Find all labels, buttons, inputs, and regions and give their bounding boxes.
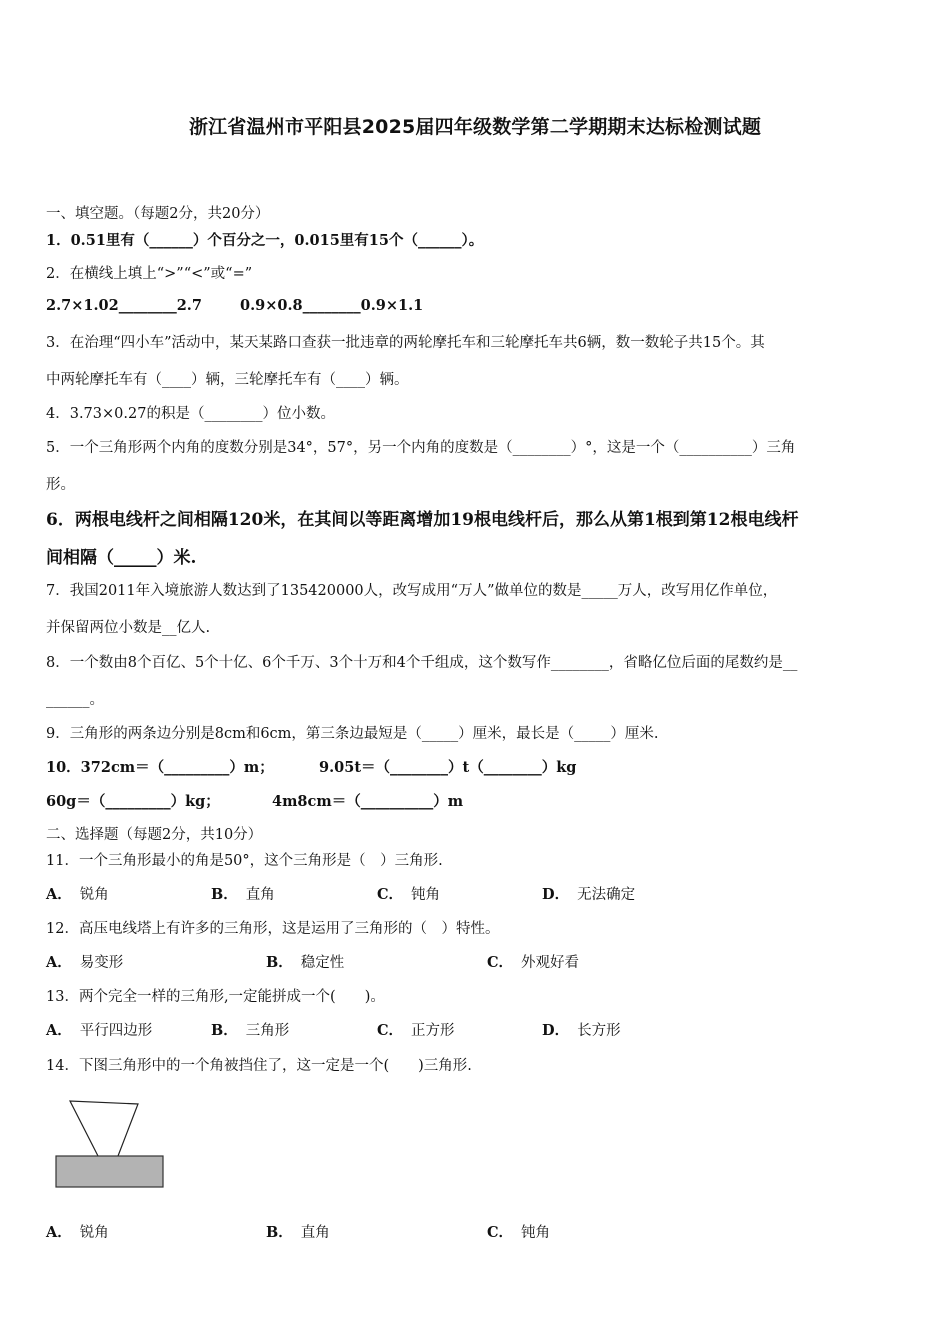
q11-option-d[interactable] — [542, 883, 635, 904]
option-letter: C． — [487, 1224, 514, 1241]
q11-option-a[interactable] — [46, 883, 109, 904]
option-text: 平行四边形 — [79, 1023, 153, 1039]
option-text: 易变形 — [79, 955, 124, 971]
question-4: 4．3.73×0.27的积是（________）位小数。 — [46, 406, 335, 422]
question-10-part-b: 9.05t＝（________）t（________）kg — [319, 759, 577, 776]
q13-option-c[interactable] — [377, 1019, 455, 1040]
section-heading-choice: 二、选择题（每题2分，共10分） — [46, 827, 263, 843]
q13-option-b[interactable] — [211, 1019, 289, 1040]
option-text: 长方形 — [577, 1023, 621, 1039]
question-13: 13．两个完全一样的三角形,一定能拼成一个( )。 — [46, 989, 385, 1005]
q14-option-a[interactable] — [46, 1221, 109, 1242]
hidden-angle-triangle-figure — [52, 1098, 168, 1192]
question-7-line-1: 7．我国2011年入境旅游人数达到了135420000人，改写成用“万人”做单位的数是_____万人，改写用亿作单位， — [46, 583, 778, 599]
covering-rectangle — [56, 1156, 163, 1187]
question-11: 11．一个三角形最小的角是50°，这个三角形是（ ）三角形. — [46, 853, 443, 869]
option-letter: B． — [266, 1224, 293, 1241]
option-letter: B． — [266, 954, 293, 971]
option-letter: C． — [377, 886, 404, 903]
question-5-line-2: 形。 — [46, 477, 75, 493]
option-letter: A． — [46, 886, 72, 903]
question-7-line-2: 并保留两位小数是__亿人. — [46, 620, 211, 636]
option-text: 外观好看 — [521, 955, 580, 971]
page-title: 浙江省温州市平阳县2025届四年级数学第二学期期末达标检测试题 — [188, 116, 762, 138]
q11-option-b[interactable] — [211, 883, 275, 904]
q12-option-c[interactable] — [487, 951, 579, 972]
triangle-shape — [70, 1101, 138, 1156]
q14-option-c[interactable] — [487, 1221, 550, 1242]
section-heading-fill-in: 一、填空题。（每题2分，共20分） — [46, 206, 270, 222]
option-text: 稳定性 — [300, 955, 345, 971]
option-letter: D． — [542, 1022, 570, 1039]
question-5-line-1: 5．一个三角形两个内角的度数分别是34°，57°，另一个内角的度数是（________）°，这是一个（__________）三角 — [46, 440, 796, 456]
question-2-part-b: 0.9×0.8________0.9×1.1 — [240, 297, 424, 314]
q12-option-a[interactable] — [46, 951, 123, 972]
question-10-part-d: 4m8cm＝（__________）m — [272, 793, 464, 810]
question-8-line-1: 8．一个数由8个百亿、5个十亿、6个千万、3个十万和4个千组成，这个数写作________，省略亿位后面的尾数约是__ — [46, 655, 798, 671]
option-text: 直角 — [245, 887, 275, 903]
q11-option-c[interactable] — [377, 883, 440, 904]
option-text: 钝角 — [411, 887, 441, 903]
question-14: 14．下图三角形中的一个角被挡住了，这一定是一个( )三角形. — [46, 1058, 472, 1074]
question-10-part-c: 60g＝（_________）kg； — [46, 793, 220, 810]
question-12: 12．高压电线塔上有许多的三角形，这是运用了三角形的（ ）特性。 — [46, 921, 500, 937]
question-6-line-2: 间相隔（_____）米. — [46, 548, 197, 568]
question-3-line-2: 中两轮摩托车有（____）辆，三轮摩托车有（____）辆。 — [46, 372, 409, 388]
question-1: 1．0.51里有（______）个百分之一，0.015里有15个（______）。 — [46, 232, 484, 249]
question-2: 2．在横线上填上“>”“<”或“=” — [46, 266, 253, 282]
option-text: 锐角 — [79, 1225, 109, 1241]
option-text: 直角 — [300, 1225, 330, 1241]
option-text: 无法确定 — [577, 887, 636, 903]
question-10-part-a: 10．372cm＝（_________）m； — [46, 759, 274, 776]
option-text: 钝角 — [521, 1225, 551, 1241]
question-2-part-a: 2.7×1.02________2.7 — [46, 297, 202, 314]
q13-option-a[interactable] — [46, 1019, 152, 1040]
option-letter: C． — [377, 1022, 404, 1039]
option-text: 三角形 — [245, 1023, 290, 1039]
question-8-line-2: ______。 — [46, 692, 104, 708]
option-letter: A． — [46, 1022, 72, 1039]
q12-option-b[interactable] — [266, 951, 344, 972]
option-letter: A． — [46, 954, 72, 971]
q13-option-d[interactable] — [542, 1019, 621, 1040]
q14-option-b[interactable] — [266, 1221, 330, 1242]
option-letter: B． — [211, 1022, 238, 1039]
option-letter: B． — [211, 886, 238, 903]
question-9: 9．三角形的两条边分别是8cm和6cm，第三条边最短是（_____）厘米，最长是（_____）厘米. — [46, 726, 659, 742]
option-text: 锐角 — [79, 887, 109, 903]
option-text: 正方形 — [411, 1023, 455, 1039]
question-3-line-1: 3．在治理“四小车”活动中，某天某路口查获一批违章的两轮摩托车和三轮摩托车共6辆，数一数轮子共15个。其 — [46, 335, 765, 351]
question-6-line-1: 6．两根电线杆之间相隔120米，在其间以等距离增加19根电线杆后，那么从第1根到第12根电线杆 — [46, 510, 799, 530]
option-letter: D． — [542, 886, 570, 903]
option-letter: C． — [487, 954, 514, 971]
option-letter: A． — [46, 1224, 72, 1241]
